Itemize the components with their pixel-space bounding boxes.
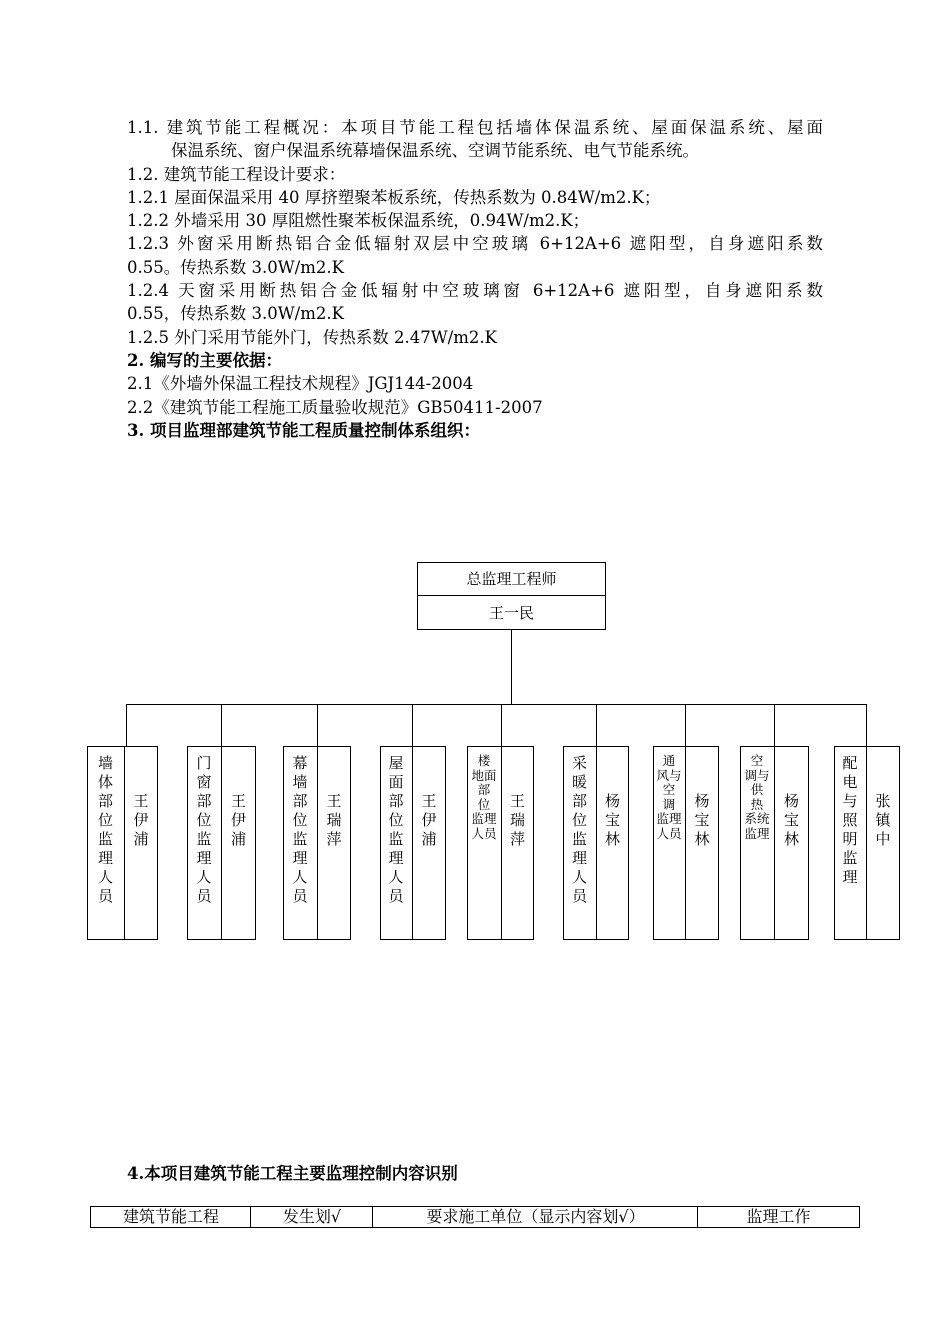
unit-connector bbox=[596, 704, 597, 746]
unit-connector bbox=[221, 704, 222, 746]
unit-role: 空 调与 供 热 系统 监理 bbox=[744, 753, 770, 841]
th-occurrence: 发生划√ bbox=[250, 1206, 373, 1228]
unit-role: 楼 地面 部 位 监理 人员 bbox=[471, 753, 497, 841]
unit-role: 屋 面 部 位 监 理 人 员 bbox=[388, 754, 404, 905]
heading-3: 3. 项目监理部建筑节能工程质量控制体系组织： bbox=[127, 420, 480, 440]
para-2-2: 2.2《建筑节能工程施工质量验收规范》GB50411-2007 bbox=[127, 397, 543, 417]
para-1-2-3: 1.2.3 外窗采用断热铝合金低辐射双层中空玻璃 6+12A+6 遮阳型，自身遮阳系数 bbox=[127, 234, 823, 254]
para-1-1: 1.1. 建筑节能工程概况：本项目节能工程包括墙体保温系统、屋面保温系统、屋面 bbox=[127, 118, 823, 137]
unit-person: 王 伊 浦 bbox=[421, 792, 437, 848]
unit-role: 配 电 与 照 明 监 理 bbox=[842, 754, 858, 886]
unit-connector bbox=[317, 704, 318, 746]
chief-divider bbox=[417, 595, 606, 596]
unit-role: 幕 墙 部 位 监 理 人 员 bbox=[292, 754, 308, 905]
unit-person: 王 伊 浦 bbox=[133, 792, 149, 848]
unit-person: 王 瑞 萍 bbox=[509, 792, 525, 848]
unit-person: 王 瑞 萍 bbox=[326, 792, 342, 848]
chief-title: 总监理工程师 bbox=[466, 570, 557, 588]
para-1-2-3-cont: 0.55。传热系数 3.0W/m2.K bbox=[127, 257, 344, 277]
chief-name: 王一民 bbox=[488, 604, 534, 622]
unit-person: 杨 宝 林 bbox=[604, 792, 620, 848]
heading-2: 2. 编写的主要依据： bbox=[127, 350, 282, 370]
para-1-2-5: 1.2.5 外门采用节能外门，传热系数 2.47W/m2.K bbox=[127, 327, 497, 347]
para-1-2-4-cont: 0.55，传热系数 3.0W/m2.K bbox=[127, 304, 344, 324]
para-1-2-2: 1.2.2 外墙采用 30 厚阻燃性聚苯板保温系统，0.94W/m2.K； bbox=[127, 211, 590, 231]
trunk-line bbox=[511, 630, 512, 705]
para-2-1: 2.1《外墙外保温工程技术规程》JGJ144-2004 bbox=[127, 374, 474, 394]
unit-connector bbox=[774, 704, 775, 746]
para-1-2-1: 1.2.1 屋面保温采用 40 厚挤塑聚苯板系统，传热系数为 0.84W/m2.K； bbox=[127, 187, 661, 207]
unit-role: 通 风与 空 调 监理 人员 bbox=[656, 753, 682, 841]
unit-role: 门 窗 部 位 监 理 人 员 bbox=[196, 754, 212, 905]
unit-person: 杨 宝 林 bbox=[694, 792, 710, 848]
unit-person: 王 伊 浦 bbox=[230, 792, 246, 848]
unit-connector bbox=[866, 704, 867, 746]
th-supervision: 监理工作 bbox=[697, 1206, 860, 1228]
section-4-title: 4.本项目建筑节能工程主要监理控制内容识别 bbox=[127, 1164, 458, 1183]
body-text bbox=[127, 116, 827, 442]
unit-connector bbox=[412, 704, 413, 746]
th-project: 建筑节能工程 bbox=[90, 1206, 251, 1228]
unit-connector bbox=[126, 704, 127, 746]
para-1-2: 1.2. 建筑节能工程设计要求： bbox=[127, 164, 346, 184]
unit-connector bbox=[501, 704, 502, 746]
unit-person: 张 镇 中 bbox=[875, 792, 891, 848]
unit-role: 墙 体 部 位 监 理 人 员 bbox=[97, 754, 113, 905]
unit-person: 杨 宝 林 bbox=[783, 792, 799, 848]
th-requirement: 要求施工单位（显示内容划√） bbox=[372, 1206, 698, 1228]
unit-connector bbox=[685, 704, 686, 746]
para-1-2-4: 1.2.4 天窗采用断热铝合金低辐射中空玻璃窗 6+12A+6 遮阳型，自身遮阳系数 bbox=[127, 281, 823, 301]
unit-role: 采 暖 部 位 监 理 人 员 bbox=[571, 754, 587, 905]
para-1-1-cont: 保温系统、窗户保温系统幕墙保温系统、空调节能系统、电气节能系统。 bbox=[171, 141, 699, 161]
branch-line bbox=[126, 704, 867, 705]
